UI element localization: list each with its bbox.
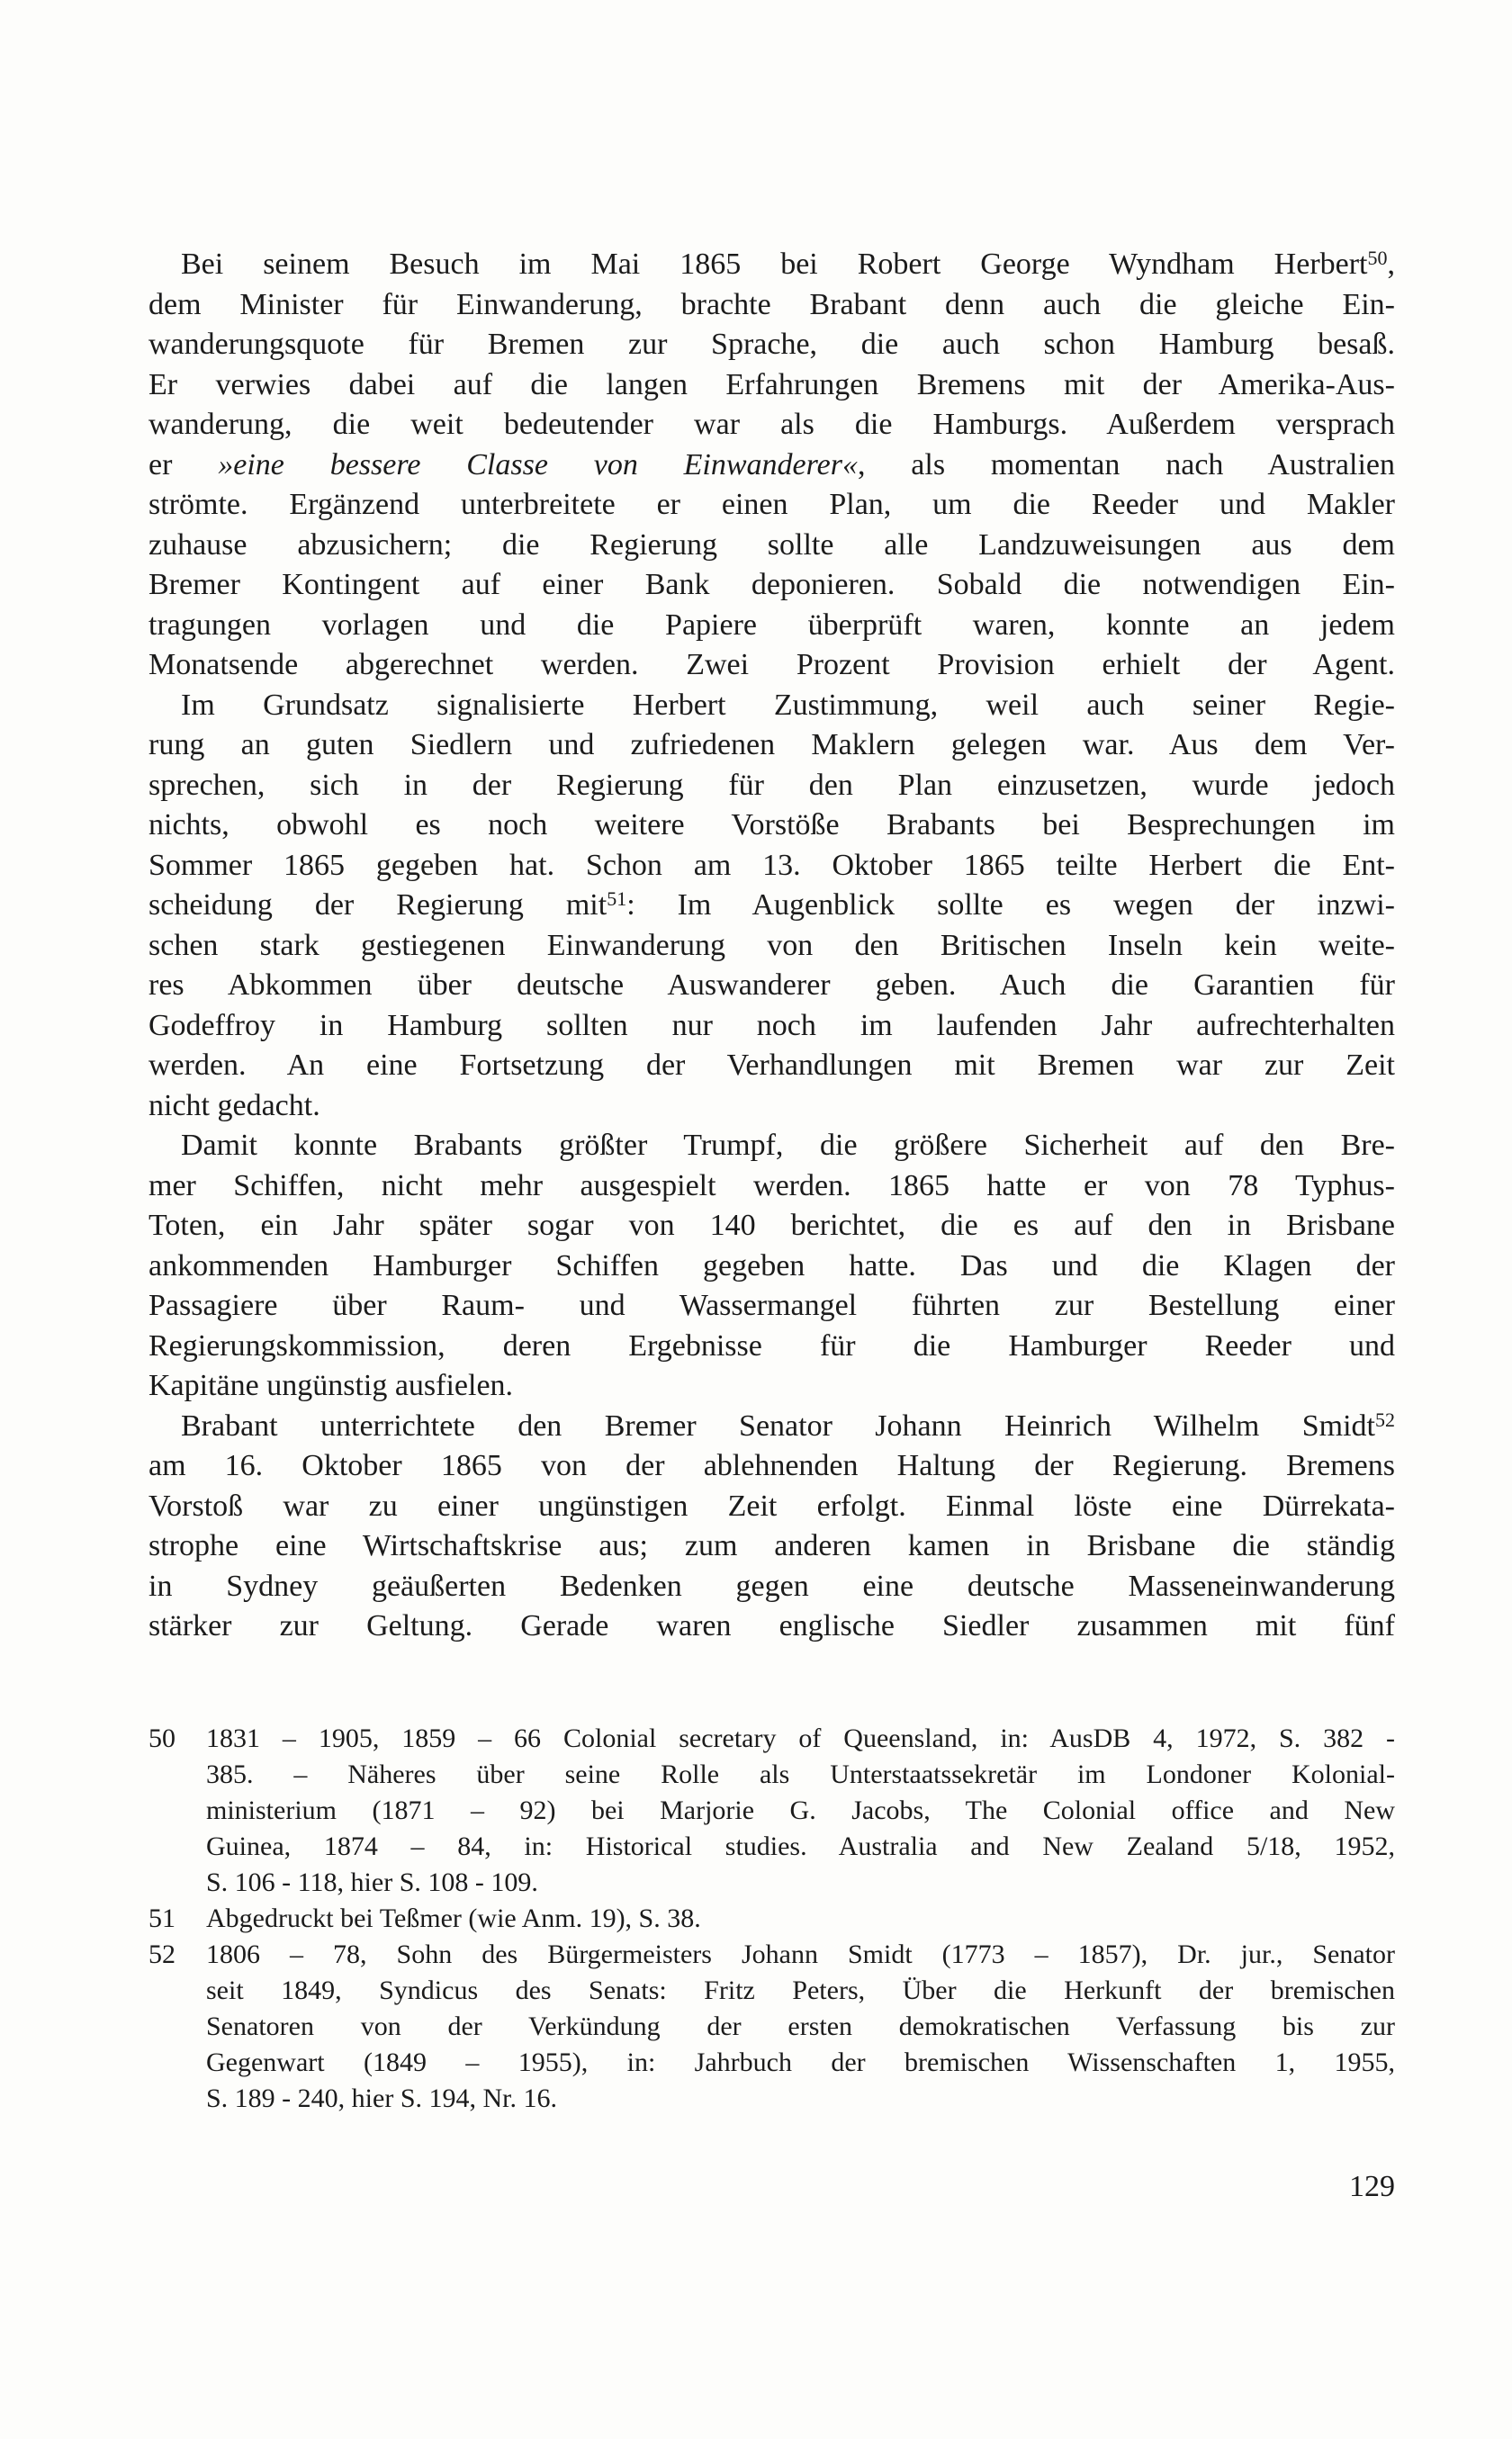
paragraph xyxy=(148,1126,1395,1407)
text-segment: scheidung der Regierung mit xyxy=(148,888,608,922)
paragraph xyxy=(148,686,1395,1127)
footnote-line: Gegenwart (1849 – 1955), in: Jahrbuch der bremischen Wissenschaften 1, 1955, xyxy=(206,2048,1395,2077)
text-segment: strömte. Ergänzend unterbreitete er einen Plan, um die Reeder und Makler xyxy=(148,488,1395,521)
text-segment: stärker zur Geltung. Gerade waren englische Siedler zusammen mit fünf xyxy=(148,1609,1395,1642)
text-segment: zuhause abzusichern; die Regierung sollte alle Landzuweisungen aus dem xyxy=(148,527,1395,562)
text-segment: am 16. Oktober 1865 von der ablehnenden Haltung der Regierung. Bremens xyxy=(148,1449,1395,1482)
text-line xyxy=(148,1446,1395,1487)
text-segment: Passagiere über Raum- und Wassermangel führten zur Bestellung einer xyxy=(148,1289,1395,1322)
text-segment: nichts, obwohl es noch weitere Vorstöße Brabants bei Besprechungen im xyxy=(148,808,1395,842)
footnote-number: 52 xyxy=(148,1940,176,1969)
footnote-line: 1831 – 1905, 1859 – 66 Colonial secretary of Queensland, in: AusDB 4, 1972, S. 382 - xyxy=(206,1724,1395,1753)
text-line xyxy=(148,245,1395,285)
footnote-number: 51 xyxy=(148,1904,176,1933)
text-line xyxy=(148,1086,1395,1127)
text-segment: werden. An eine Fortsetzung der Verhandlungen mit Bremen war zur Zeit xyxy=(148,1048,1395,1082)
text-line xyxy=(148,365,1395,406)
footnote-number: 50 xyxy=(148,1724,176,1753)
text-segment: Bremer Kontingent auf einer Bank deponieren. Sobald die notwendigen Ein- xyxy=(148,568,1395,601)
paragraph xyxy=(148,245,1395,686)
footnote-text xyxy=(206,1901,1395,1937)
text-segment: Damit konnte Brabants größter Trumpf, die größere Sicherheit auf den Bre- xyxy=(181,1129,1395,1162)
text-segment: Bei seinem Besuch im Mai 1865 bei Robert George Wyndham Herbert xyxy=(181,248,1368,281)
text-segment: strophe eine Wirtschaftskrise aus; zum anderen kamen in Brisbane die ständig xyxy=(148,1529,1395,1562)
text-line xyxy=(148,1206,1395,1246)
text-segment: dem Minister für Einwanderung, brachte Brabant denn auch die gleiche Ein- xyxy=(148,287,1395,321)
text-line xyxy=(148,966,1395,1006)
footnote-text xyxy=(206,1937,1395,2117)
page-number: 129 xyxy=(1349,2170,1395,2203)
footnote-line: seit 1849, Syndicus des Senats: Fritz Peters, Über die Herkunft der bremischen xyxy=(206,1976,1395,2005)
footnotes xyxy=(148,1721,1395,2117)
text-line xyxy=(148,405,1395,446)
text-line xyxy=(148,1046,1395,1086)
paragraph xyxy=(148,1407,1395,1647)
text-line xyxy=(148,686,1395,726)
footnote xyxy=(148,1901,1395,1937)
text-line xyxy=(148,1126,1395,1166)
text-line xyxy=(148,886,1395,926)
text-line xyxy=(148,806,1395,846)
text-segment: Regierungskommission, deren Ergebnisse für die Hamburger Reeder und xyxy=(148,1328,1395,1363)
footnote-line: 1806 – 78, Sohn des Bürgermeisters Johann Smidt (1773 – 1857), Dr. jur., Senator xyxy=(206,1940,1395,1969)
text-segment: sprechen, sich in der Regierung für den Plan einzusetzen, wurde jedoch xyxy=(148,768,1395,802)
text-segment: Vorstoß war zu einer ungünstigen Zeit erfolgt. Einmal löste eine Dürrekata- xyxy=(148,1489,1395,1523)
text-line xyxy=(148,285,1395,326)
text-line xyxy=(148,325,1395,365)
text-segment: ankommenden Hamburger Schiffen gegeben hatte. Das und die Klagen der xyxy=(148,1248,1395,1282)
text-segment: wanderungsquote für Bremen zur Sprache, die auch schon Hamburg besaß. xyxy=(148,328,1395,361)
footnote-line: S. 189 - 240, hier S. 194, Nr. 16. xyxy=(206,2084,557,2113)
text-segment: in Sydney geäußerten Bedenken gegen eine deutsche Masseneinwanderung xyxy=(148,1569,1395,1603)
footnote-text xyxy=(206,1721,1395,1901)
text-segment: wanderung, die weit bedeutender war als die Hamburgs. Außerdem versprach xyxy=(148,408,1395,441)
text-line xyxy=(148,645,1395,686)
text-line xyxy=(148,1567,1395,1607)
text-segment: er xyxy=(148,447,219,482)
text-line xyxy=(148,725,1395,766)
footnote-line: ministerium (1871 – 92) bei Marjorie G. Jacobs, The Colonial office and New xyxy=(206,1796,1395,1825)
text-segment: Sommer 1865 gegeben hat. Schon am 13. Oktober 1865 teilte Herbert die Ent- xyxy=(148,848,1395,882)
text-segment: , als momentan nach Australien xyxy=(857,447,1395,482)
text-line xyxy=(148,1246,1395,1287)
footnote-line: 385. – Näheres über seine Rolle als Unterstaatssekretär im Londoner Kolonial- xyxy=(206,1760,1395,1789)
footnote-line: S. 106 - 118, hier S. 108 - 109. xyxy=(206,1868,538,1897)
text-line xyxy=(148,1606,1395,1647)
text-line xyxy=(148,1006,1395,1047)
text-line xyxy=(148,1366,1395,1407)
text-segment: tragungen vorlagen und die Papiere überprüft waren, konnte an jedem xyxy=(148,608,1395,642)
text-line xyxy=(148,526,1395,566)
footnote-marker: 51 xyxy=(607,887,627,911)
text-segment: rung an guten Siedlern und zufriedenen Maklern gelegen war. Aus dem Ver- xyxy=(148,728,1395,761)
text-segment: res Abkommen über deutsche Auswanderer geben. Auch die Garantien für xyxy=(148,968,1395,1002)
text-line xyxy=(148,446,1395,486)
text-segment: Er verwies dabei auf die langen Erfahrungen Bremens mit der Amerika-Aus- xyxy=(148,367,1395,401)
text-segment: Toten, ein Jahr später sogar von 140 berichtet, die es auf den in Brisbane xyxy=(148,1209,1395,1242)
text-line xyxy=(148,485,1395,526)
text-line xyxy=(148,565,1395,606)
text-line xyxy=(148,606,1395,646)
text-segment: Im Grundsatz signalisierte Herbert Zustimmung, weil auch seiner Regie- xyxy=(181,688,1395,722)
text-segment: Monatsende abgerechnet werden. Zwei Prozent Provision erhielt der Agent. xyxy=(148,648,1395,681)
text-segment: Brabant unterrichtete den Bremer Senator Johann Heinrich Wilhelm Smidt xyxy=(181,1408,1375,1443)
text-line xyxy=(148,1407,1395,1447)
text-line xyxy=(148,1526,1395,1567)
text-line xyxy=(148,1166,1395,1207)
footnote-line: Senatoren von der Verkündung der ersten demokratischen Verfassung bis zur xyxy=(206,2012,1395,2041)
footnote-line: Abgedruckt bei Teßmer (wie Anm. 19), S. 38. xyxy=(206,1904,701,1933)
text-segment: : Im Augenblick sollte es wegen der inzwi- xyxy=(626,888,1395,922)
footnote-line: Guinea, 1874 – 84, in: Historical studies. Australia and New Zealand 5/18, 1952, xyxy=(206,1832,1395,1861)
text-segment: Godeffroy in Hamburg sollten nur noch im laufenden Jahr aufrechterhalten xyxy=(148,1008,1395,1042)
text-segment: nicht gedacht. xyxy=(148,1088,320,1122)
footnote-marker: 52 xyxy=(1375,1408,1395,1431)
text-segment: mer Schiffen, nicht mehr ausgespielt werden. 1865 hatte er von 78 Typhus- xyxy=(148,1168,1395,1202)
text-segment: schen stark gestiegenen Einwanderung von den Britischen Inseln kein weite- xyxy=(148,928,1395,962)
text-segment: Kapitäne ungünstig ausfielen. xyxy=(148,1369,514,1402)
body-text xyxy=(148,245,1395,1647)
text-line xyxy=(148,926,1395,967)
text-line xyxy=(148,1286,1395,1327)
text-line xyxy=(148,766,1395,806)
footnote-marker: 50 xyxy=(1367,247,1388,270)
text-segment: , xyxy=(1387,248,1395,281)
footnote xyxy=(148,1937,1395,2117)
footnote xyxy=(148,1721,1395,1901)
quoted-phrase: »eine bessere Classe von Einwanderer« xyxy=(218,447,858,482)
text-line xyxy=(148,1487,1395,1527)
text-line xyxy=(148,846,1395,886)
text-line xyxy=(148,1327,1395,1367)
